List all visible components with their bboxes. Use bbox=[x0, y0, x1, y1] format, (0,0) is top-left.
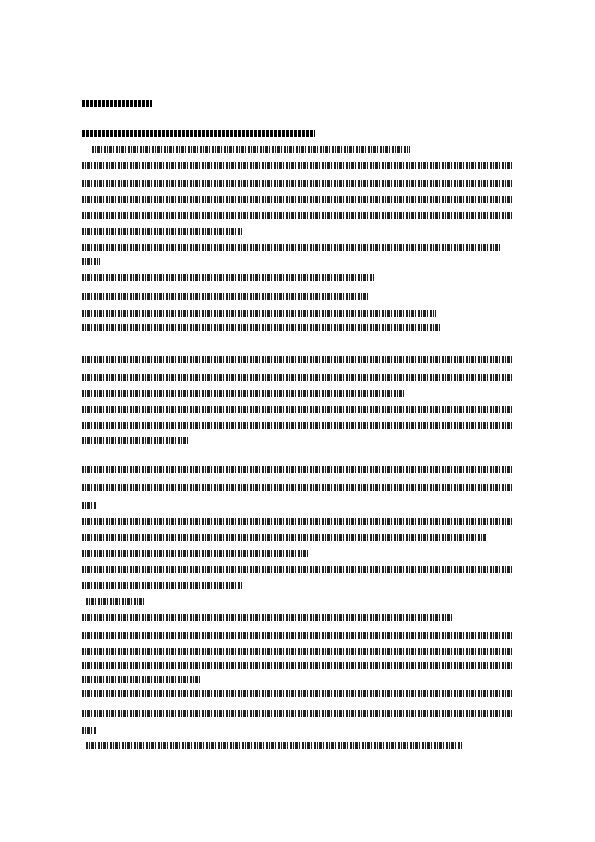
document-heading bbox=[82, 100, 152, 107]
paragraph-line bbox=[82, 632, 512, 639]
paragraph-line bbox=[82, 466, 512, 473]
paragraph-line bbox=[86, 598, 144, 605]
list-line bbox=[82, 324, 440, 331]
paragraph-line bbox=[86, 742, 462, 749]
paragraph-line bbox=[82, 566, 512, 573]
paragraph-line bbox=[82, 676, 200, 683]
paragraph-line bbox=[82, 484, 512, 491]
paragraph-line bbox=[82, 502, 96, 509]
paragraph-line bbox=[82, 162, 512, 169]
paragraph-line bbox=[82, 212, 512, 219]
paragraph-line bbox=[82, 196, 512, 203]
paragraph-line bbox=[82, 550, 310, 557]
paragraph-line bbox=[82, 258, 100, 265]
paragraph-line bbox=[82, 662, 512, 669]
paragraph-line bbox=[82, 356, 512, 363]
paragraph-line bbox=[82, 518, 512, 525]
paragraph-line bbox=[82, 422, 512, 429]
paragraph-line bbox=[82, 534, 486, 541]
paragraph-line bbox=[82, 727, 96, 734]
paragraph-line bbox=[82, 390, 404, 397]
paragraph-line bbox=[82, 614, 454, 621]
paragraph-line bbox=[82, 690, 512, 697]
paragraph-line bbox=[82, 228, 242, 235]
paragraph-line bbox=[82, 374, 512, 381]
paragraph-line bbox=[92, 146, 410, 153]
paragraph-line bbox=[82, 244, 502, 251]
paragraph-line bbox=[82, 710, 512, 717]
list-line bbox=[82, 310, 436, 317]
paragraph-line bbox=[82, 582, 242, 589]
paragraph-line bbox=[82, 648, 512, 655]
list-line bbox=[82, 293, 368, 300]
paragraph-line bbox=[82, 406, 512, 413]
list-line bbox=[82, 274, 374, 281]
paragraph-line bbox=[82, 437, 188, 444]
paragraph-line bbox=[82, 180, 512, 187]
section-title bbox=[82, 130, 315, 137]
